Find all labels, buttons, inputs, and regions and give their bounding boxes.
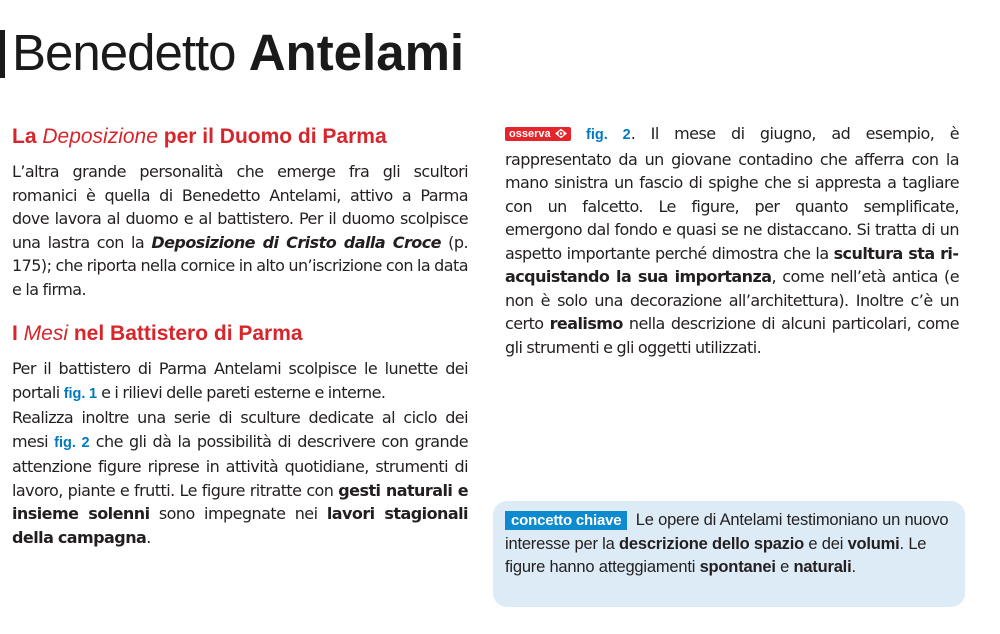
bold-term: realismo bbox=[549, 314, 623, 333]
page-edge-bar bbox=[0, 30, 5, 78]
page-title bbox=[12, 20, 464, 86]
heading-italic: Deposizione bbox=[42, 125, 158, 148]
left-column bbox=[12, 122, 468, 549]
bold-term: descrizione dello spazio bbox=[619, 534, 804, 553]
osserva-badge[interactable]: osserva bbox=[505, 127, 571, 141]
bold-term: naturali bbox=[793, 558, 852, 576]
key-concept-box bbox=[493, 501, 965, 607]
bold-term: scultura sta riacquistando la sua importanza bbox=[505, 243, 959, 286]
key-concept-label: concetto chiave bbox=[505, 511, 627, 530]
right-column bbox=[505, 122, 959, 359]
page-title-bold: Antelami bbox=[248, 24, 465, 81]
paragraph-deposizione: L’altra grande personalità che emerge fra gli scultori romanici è quella di Benedetto Antelami, attivo a Parma dove lavora al duomo e al battistero. Per il duomo scolpisce una lastra con la Deposizione di Cristo dalla Croce (p. 175); che riporta nella cornice in alto un’iscrizione con la data e la firma. bbox=[12, 162, 468, 299]
heading-italic: Mesi bbox=[23, 322, 69, 345]
key-concept-text: concetto chiave Le opere di Antelami testimoniano un nuovo interesse per la descrizione dello spazio e dei volumi. Le figure hanno atteggiamenti spontanei e naturali. bbox=[505, 511, 949, 576]
eye-icon bbox=[554, 128, 568, 139]
bold-term: gesti naturali e insieme solenni bbox=[12, 480, 468, 523]
paragraph-mesi: Realizza inoltre una serie di sculture dedicate al ciclo dei mesi fig. 2 che gli dà la possibilità di descrivere con grande attenzione figure riprese in attività quotidiane, strumenti di lavoro, piante e frutti. Le figure ritratte con gesti naturali e insieme solenni sono impegnate nei lavori stagionali della campagna. bbox=[12, 408, 468, 547]
bold-term: spontanei bbox=[699, 558, 776, 576]
figure-ref-link[interactable]: fig. 2 bbox=[586, 127, 631, 143]
section-heading-deposizione: La Deposizione per il Duomo di Parma bbox=[12, 125, 387, 148]
paragraph-giugno: osserva fig. 2. Il mese di giugno, ad esempio, è rappresentato da un giovane contadino che afferra con la mano sinistra un fascio di spighe che si appresta a tagliare con un falcetto. Le figure, per quanto semplificate, emergono dal fondo e quasi se ne distaccano. Si tratta di un aspetto importante perché dimostra che la scultura sta riacquistando la sua importanza, come nell’età antica (e non è solo una decorazione all’architettura). Inoltre c’è un certo realismo nella descrizione di alcuni particolari, come gli strumenti e gli oggetti utilizzati. bbox=[505, 124, 960, 357]
figure-ref-link[interactable]: fig. 2 bbox=[54, 434, 90, 451]
section-heading-mesi: I Mesi nel Battistero di Parma bbox=[12, 322, 303, 345]
bold-term: volumi bbox=[847, 534, 900, 553]
page-title-light: Benedetto bbox=[12, 24, 249, 81]
bold-term: lavori stagionali della campagna bbox=[12, 504, 468, 547]
paragraph-battistero: Per il battistero di Parma Antelami scolpisce le lunette dei portali fig. 1 e i rilievi delle pareti esterne e interne. bbox=[12, 359, 468, 402]
artwork-title: Deposizione di Cristo dalla Croce bbox=[151, 232, 441, 252]
figure-ref-link[interactable]: fig. 1 bbox=[63, 385, 98, 402]
